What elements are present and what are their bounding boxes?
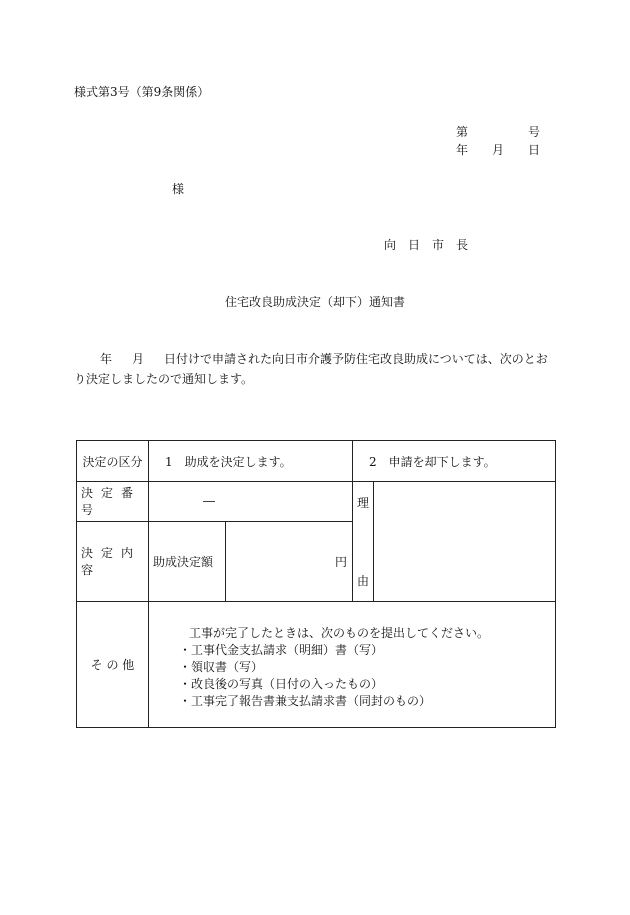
body-text: 日付けで申請された向日市介護予防住宅改良助成については、次のとおり決定しましたので通知します。	[74, 352, 548, 386]
yen-unit: 円	[335, 554, 348, 569]
option-reject: 2 申請を却下します。	[369, 454, 496, 469]
column-divider	[225, 521, 226, 601]
body-month: 月	[132, 352, 145, 366]
document-number-row	[456, 123, 540, 140]
category-label: 決定の区分	[82, 454, 143, 469]
reason-label-top: 理	[356, 495, 369, 510]
others-label: そ の 他	[90, 657, 135, 672]
document-title: 住宅改良助成決定（却下）通知書	[224, 295, 405, 309]
list-item: ・工事代金支払請求（明細）書（写）	[179, 643, 384, 657]
decision-content-label: 決定内容	[81, 546, 142, 577]
decision-number-value: ―	[203, 494, 215, 508]
decision-number-label: 決定番号	[81, 486, 142, 517]
recipient-suffix: 様	[172, 182, 185, 196]
others-intro: 工事が完了したときは、次のものを提出してください。	[189, 626, 490, 640]
date-month: 月	[491, 143, 504, 157]
option-approve: 1 助成を決定します。	[165, 454, 292, 469]
number-suffix: 号	[527, 125, 540, 139]
others-content	[179, 625, 489, 710]
list-item: ・改良後の写真（日付の入ったもの）	[179, 677, 384, 691]
number-prefix: 第	[456, 125, 469, 139]
list-item: ・工事完了報告書兼支払請求書（同封のもの）	[179, 694, 432, 708]
list-item: ・領収書（写）	[179, 660, 264, 674]
reason-label-bottom: 由	[356, 573, 369, 588]
column-divider	[373, 481, 374, 601]
issuer: 向日市長	[384, 238, 481, 252]
body-paragraph	[74, 349, 558, 389]
subsidy-amount-label: 助成決定額	[153, 554, 214, 569]
form-number: 様式第3号（第9条関係）	[74, 85, 210, 99]
issue-date-row	[456, 141, 540, 158]
date-day: 日	[527, 143, 540, 157]
body-year: 年	[100, 352, 113, 366]
date-year: 年	[456, 143, 469, 157]
decision-table	[76, 440, 556, 728]
